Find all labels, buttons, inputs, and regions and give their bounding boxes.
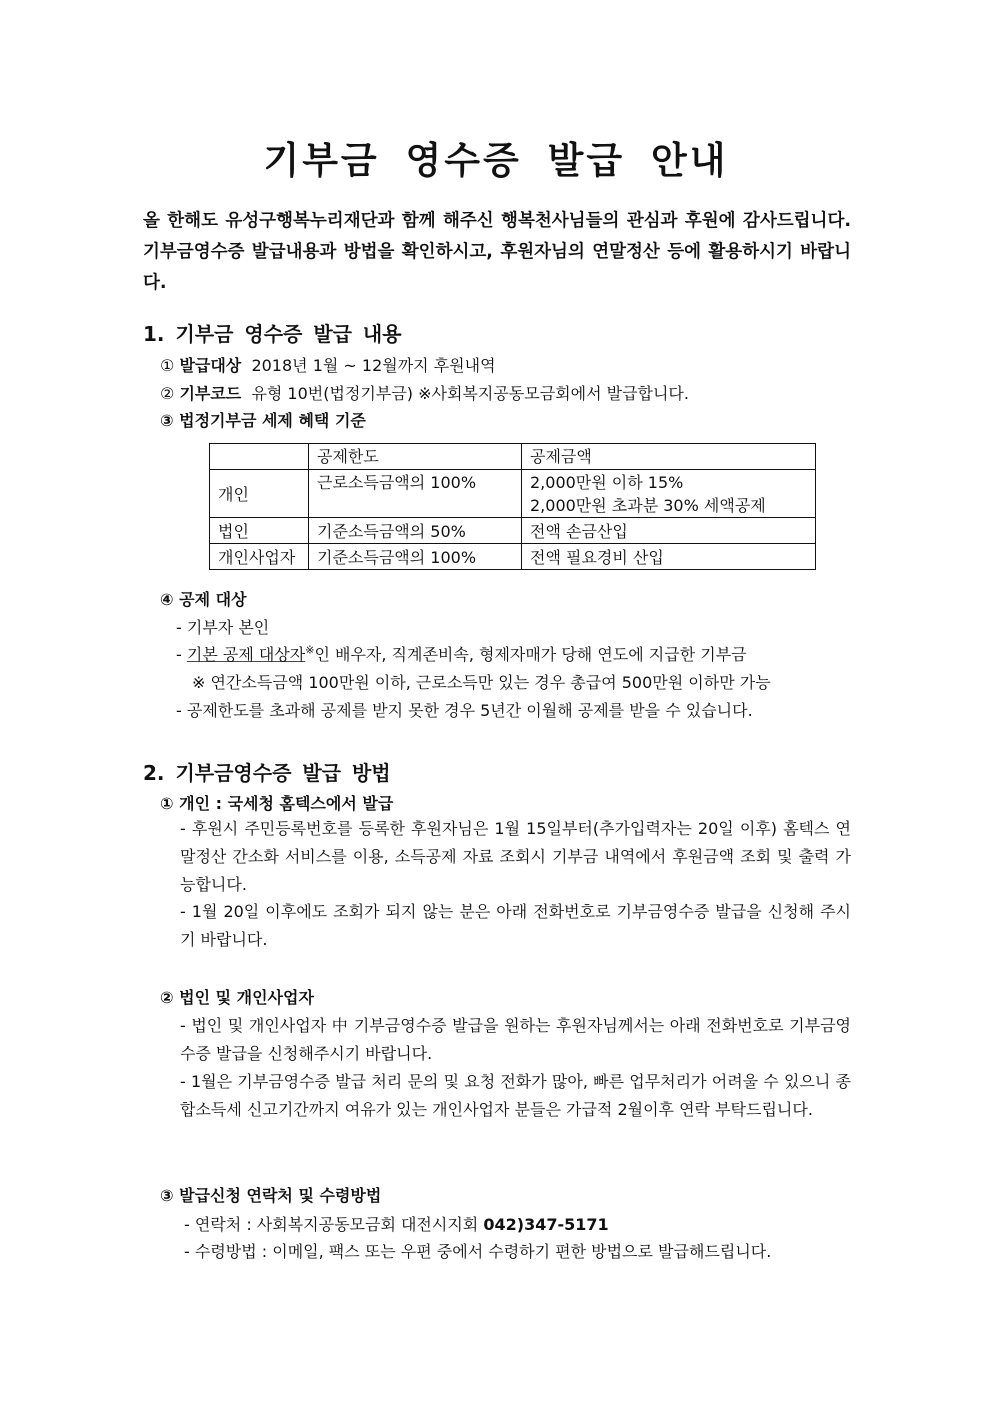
item-issue-target: ① 발급대상 2018년 1월 ~ 12월까지 후원내역 [160, 356, 496, 375]
table-cell-type: 개인사업자 [210, 544, 309, 570]
table-row [210, 544, 816, 570]
table-header-cell: 공제금액 [522, 444, 816, 470]
table-row [210, 470, 816, 518]
sub-corporate-heading: ② 법인 및 개인사업자 [160, 988, 314, 1007]
table-cell-amount: 전액 필요경비 산입 [522, 544, 816, 570]
table-cell-limit: 기준소득금액의 50% [309, 518, 522, 544]
corporate-paragraph-1: - 법인 및 개인사업자 中 기부금영수증 발급을 원하는 후원자님께서는 아래 전화번호로 기부금영수증 발급을 신청해주시기 바랍니다. [180, 1016, 851, 1063]
table-cell-type: 개인 [210, 470, 309, 518]
sub-contact-heading: ③ 발급신청 연락처 및 수령방법 [160, 1186, 382, 1205]
deduction-line-dependents: - 기본 공제 대상자※인 배우자, 직계존비속, 형제자매가 당해 연도에 지급한 기부금 [176, 643, 747, 664]
table-header-cell [210, 444, 309, 470]
deduction-note: ※ 연간소득금액 100만원 이하, 근로소득만 있는 경우 총급여 500만원 이하만 가능 [192, 673, 771, 692]
table-cell-type: 법인 [210, 518, 309, 544]
table-cell-limit: 기준소득금액의 100% [309, 544, 522, 570]
section-1-heading: 1. 기부금 영수증 발급 내용 [143, 322, 402, 346]
item-deduction-target: ④ 공제 대상 [160, 590, 247, 609]
intro-paragraph: 올 한해도 유성구행복누리재단과 함께 해주신 행복천사님들의 관심과 후원에 감사드립니다. 기부금영수증 발급내용과 방법을 확인하시고, 후원자님의 연말정산 등에 활용하시기 바랍니다. [143, 211, 851, 293]
page-title: 기부금 영수증 발급 안내 [263, 139, 729, 182]
tax-benefit-table [209, 443, 816, 570]
individual-paragraph-1: - 후원시 주민등록번호를 등록한 후원자님은 1월 15일부터(추가입력자는 20일 이후) 홈텍스 연말정산 간소화 서비스를 이용, 소득공제 자료 조회시 기부금 내역에서 후원금액 조회 및 출력 가능합니다. [180, 819, 851, 894]
individual-paragraph-2: - 1월 20일 이후에도 조회가 되지 않는 분은 아래 전화번호로 기부금영수증 발급을 신청해 주시기 바랍니다. [180, 902, 851, 949]
table-cell-limit: 근로소득금액의 100% [309, 470, 522, 518]
deduction-line-carryover: - 공제한도를 초과해 공제를 받지 못한 경우 5년간 이월해 공제를 받을 수 있습니다. [176, 701, 753, 720]
contact-phone: 042)347-5171 [483, 1215, 609, 1234]
table-header-cell: 공제한도 [309, 444, 522, 470]
item-tax-benefit: ③ 법정기부금 세제 혜택 기준 [160, 411, 366, 430]
table-cell-amount: 전액 손금산입 [522, 518, 816, 544]
basic-deduction-term: 기본 공제 대상자 [186, 645, 306, 664]
receive-method-line: - 수령방법 : 이메일, 팩스 또는 우편 중에서 수령하기 편한 방법으로 발급해드립니다. [184, 1242, 772, 1261]
deduction-line-self: - 기부자 본인 [176, 618, 270, 637]
contact-line: - 연락처 : 사회복지공동모금회 대전시지회 042)347-5171 [184, 1215, 609, 1234]
item-donation-code: ② 기부코드 유형 10번(법정기부금) ※사회복지공동모금회에서 발급합니다. [160, 384, 689, 403]
section-2-heading: 2. 기부금영수증 발급 방법 [143, 761, 391, 785]
corporate-paragraph-2: - 1월은 기부금영수증 발급 처리 문의 및 요청 전화가 많아, 빠른 업무처리가 어려울 수 있으니 종합소득세 신고기간까지 여유가 있는 개인사업자 분들은 가급적 2월이후 연락 부탁드립니다. [180, 1072, 851, 1119]
table-row [210, 518, 816, 544]
sub-individual-heading: ① 개인 : 국세청 홈텍스에서 발급 [160, 794, 394, 813]
table-header-row [210, 444, 816, 470]
table-cell-amount: 2,000만원 이하 15% 2,000만원 초과분 30% 세액공제 [522, 470, 816, 518]
